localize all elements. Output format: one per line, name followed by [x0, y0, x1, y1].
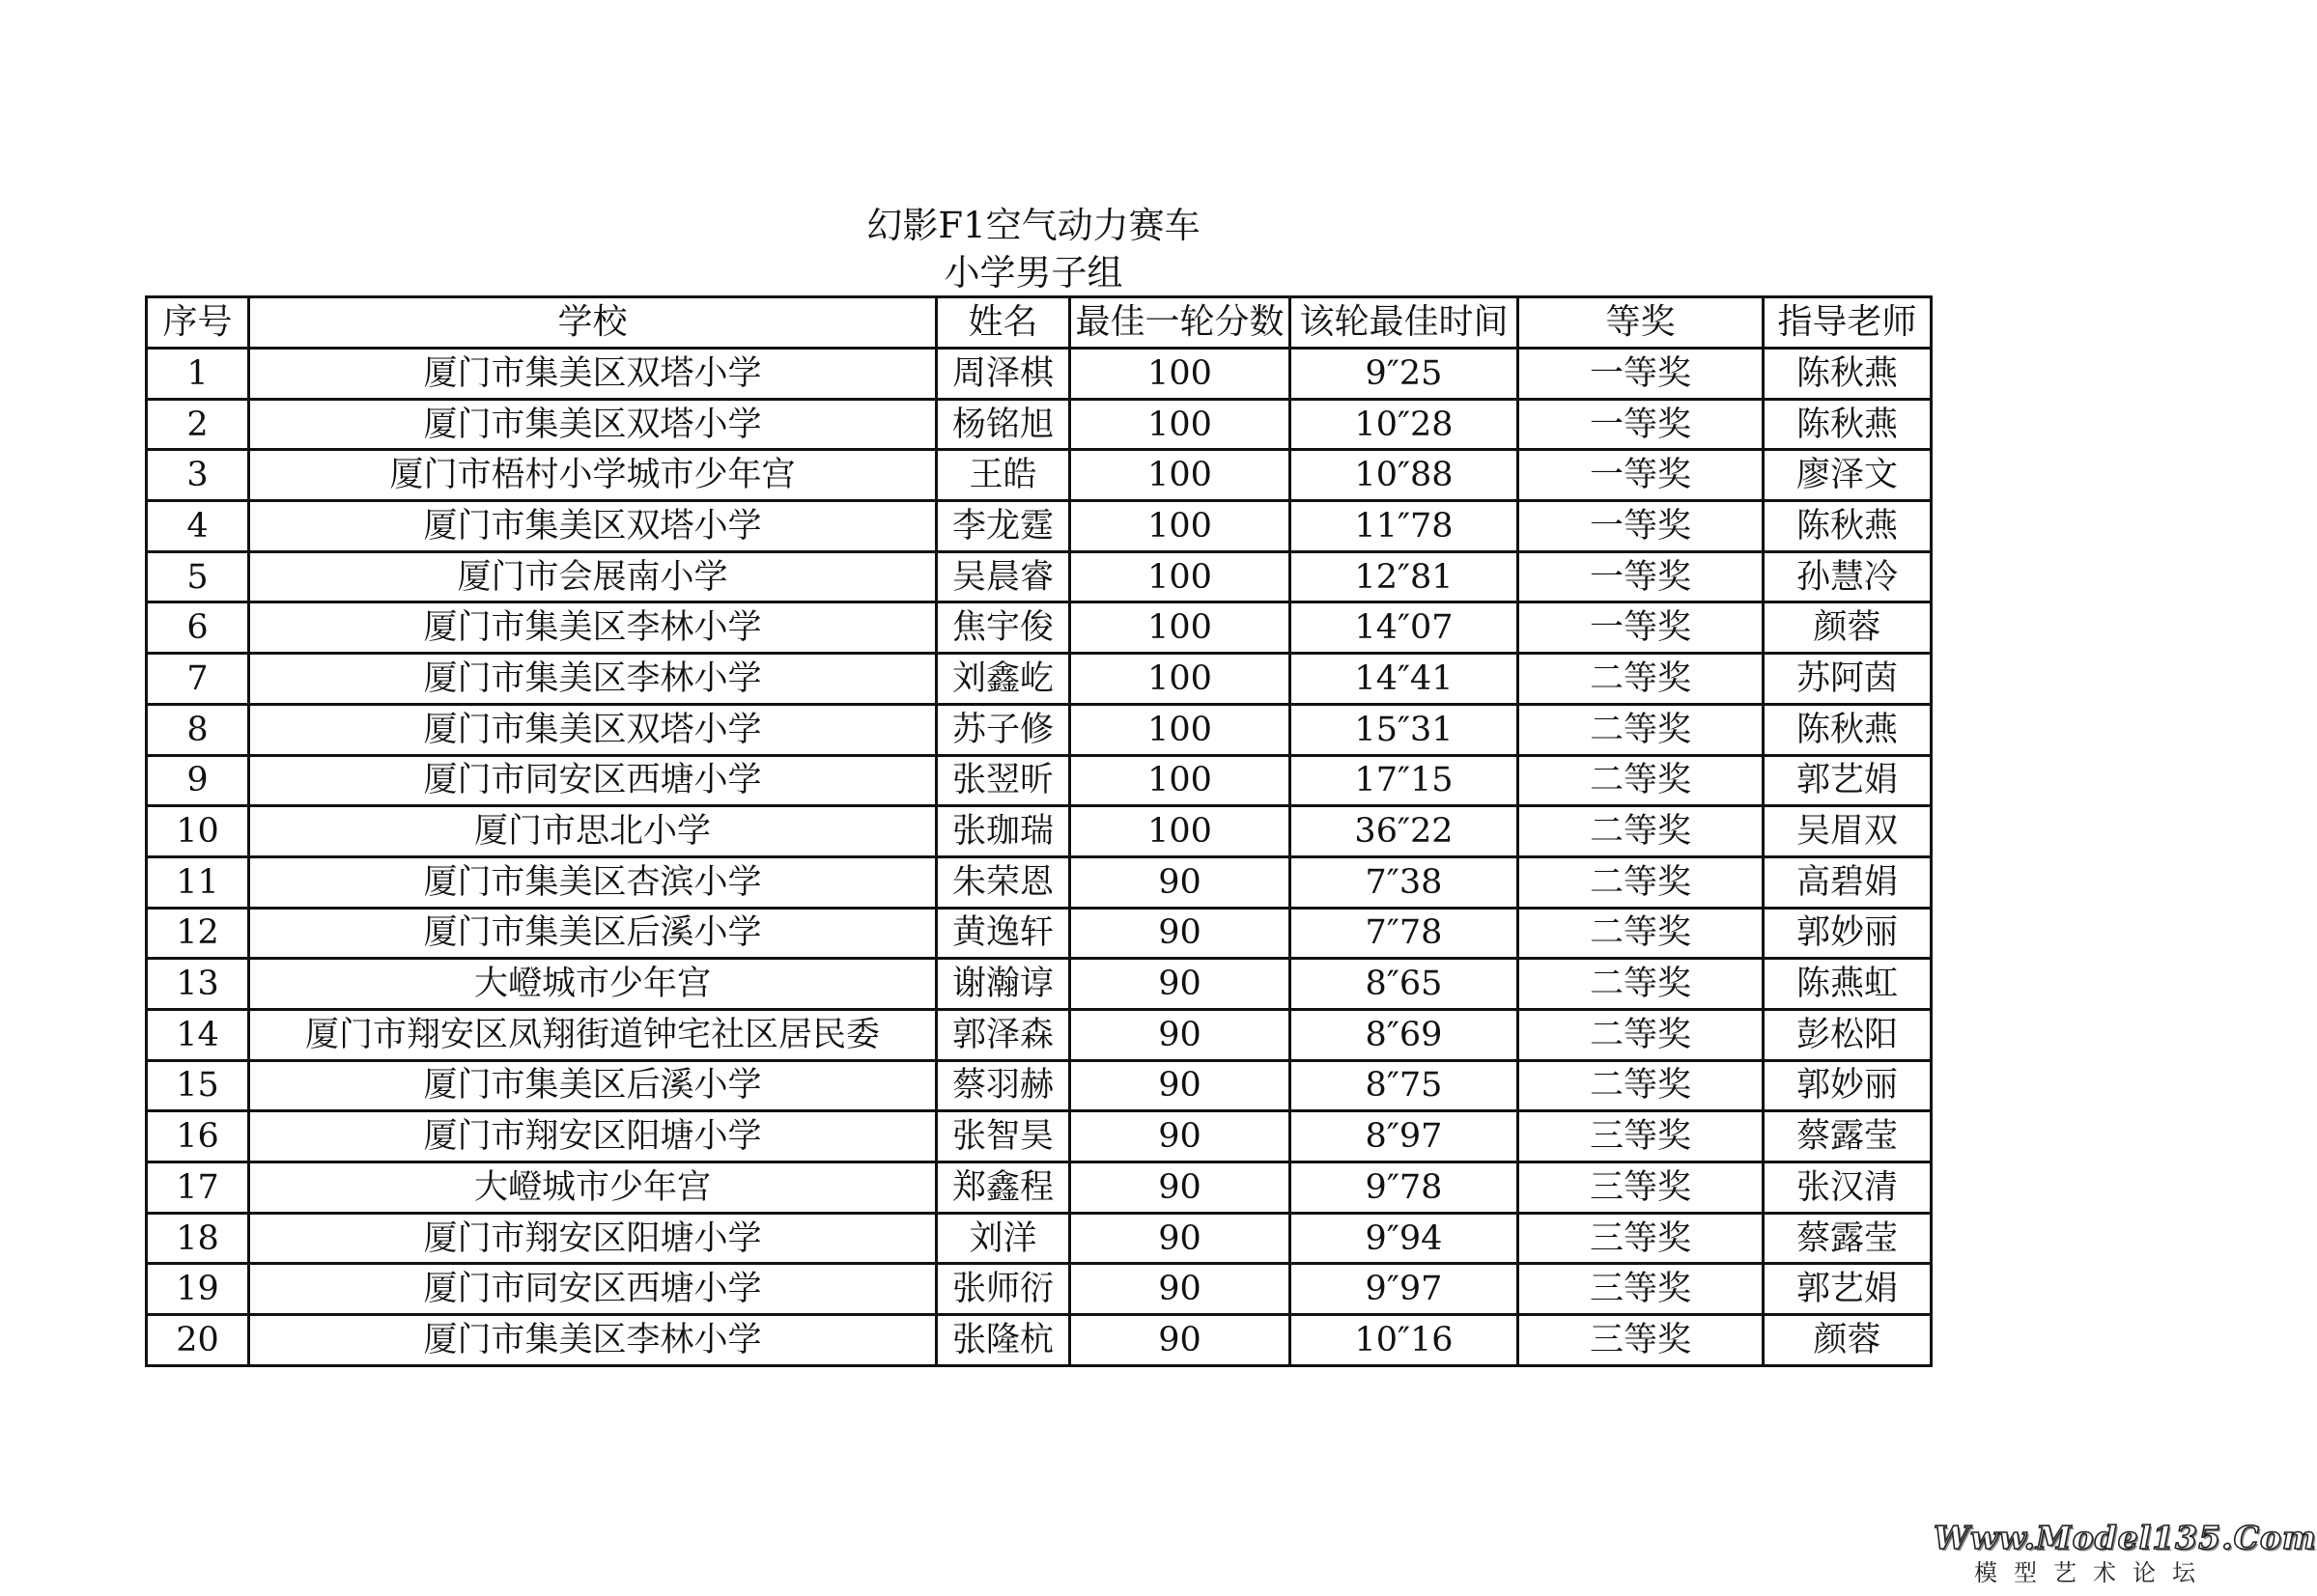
cell-best-score: 100 — [1070, 501, 1290, 552]
table-row — [147, 1264, 1932, 1315]
table-row — [147, 959, 1932, 1010]
table-row — [147, 1162, 1932, 1214]
cell-school: 厦门市会展南小学 — [249, 551, 937, 602]
cell-name: 王皓 — [937, 450, 1070, 501]
cell-award: 二等奖 — [1518, 806, 1764, 857]
cell-index: 19 — [147, 1264, 249, 1315]
cell-name: 张珈瑞 — [937, 806, 1070, 857]
cell-award: 一等奖 — [1518, 501, 1764, 552]
cell-best-score: 90 — [1070, 959, 1290, 1010]
results-table — [145, 295, 1933, 1367]
cell-index: 4 — [147, 501, 249, 552]
cell-best-score: 90 — [1070, 1009, 1290, 1060]
cell-name: 苏子修 — [937, 704, 1070, 755]
cell-award: 三等奖 — [1518, 1111, 1764, 1162]
cell-award: 一等奖 — [1518, 450, 1764, 501]
cell-coach: 郭妙丽 — [1764, 1060, 1932, 1111]
cell-best-score: 90 — [1070, 1162, 1290, 1214]
cell-best-time: 17″15 — [1290, 755, 1518, 806]
cell-school: 厦门市集美区李林小学 — [249, 654, 937, 705]
cell-name: 张翌昕 — [937, 755, 1070, 806]
cell-award: 三等奖 — [1518, 1213, 1764, 1264]
cell-best-score: 100 — [1070, 450, 1290, 501]
cell-best-score: 90 — [1070, 1315, 1290, 1366]
cell-best-time: 14″41 — [1290, 654, 1518, 705]
header-row — [147, 297, 1932, 349]
table-row — [147, 1315, 1932, 1366]
cell-school: 厦门市翔安区阳塘小学 — [249, 1213, 937, 1264]
cell-index: 8 — [147, 704, 249, 755]
cell-best-score: 100 — [1070, 602, 1290, 654]
cell-best-score: 100 — [1070, 755, 1290, 806]
cell-school: 厦门市梧村小学城市少年宫 — [249, 450, 937, 501]
cell-best-time: 9″97 — [1290, 1264, 1518, 1315]
cell-coach: 陈秋燕 — [1764, 349, 1932, 400]
cell-award: 三等奖 — [1518, 1264, 1764, 1315]
cell-award: 三等奖 — [1518, 1315, 1764, 1366]
cell-award: 一等奖 — [1518, 349, 1764, 400]
cell-award: 二等奖 — [1518, 959, 1764, 1010]
cell-award: 二等奖 — [1518, 856, 1764, 908]
cell-school: 厦门市集美区双塔小学 — [249, 501, 937, 552]
cell-coach: 高碧娟 — [1764, 856, 1932, 908]
table-row — [147, 654, 1932, 705]
cell-best-time: 9″78 — [1290, 1162, 1518, 1214]
cell-award: 二等奖 — [1518, 1060, 1764, 1111]
table-row — [147, 602, 1932, 654]
cell-coach: 孙慧冷 — [1764, 551, 1932, 602]
cell-best-time: 10″28 — [1290, 399, 1518, 450]
cell-coach: 郭妙丽 — [1764, 908, 1932, 959]
cell-index: 11 — [147, 856, 249, 908]
cell-best-score: 100 — [1070, 551, 1290, 602]
cell-award: 二等奖 — [1518, 755, 1764, 806]
cell-best-score: 90 — [1070, 908, 1290, 959]
cell-best-time: 8″65 — [1290, 959, 1518, 1010]
table-row — [147, 908, 1932, 959]
cell-school: 厦门市同安区西塘小学 — [249, 1264, 937, 1315]
cell-best-score: 90 — [1070, 1111, 1290, 1162]
cell-school: 厦门市翔安区凤翔街道钟宅社区居民委 — [249, 1009, 937, 1060]
header-best-score: 最佳一轮分数 — [1070, 297, 1290, 349]
document-subtitle: 小学男子组 — [944, 252, 1123, 294]
cell-school: 厦门市集美区双塔小学 — [249, 399, 937, 450]
table-header — [147, 297, 1932, 349]
cell-name: 郑鑫程 — [937, 1162, 1070, 1214]
cell-index: 1 — [147, 349, 249, 400]
cell-name: 李龙霆 — [937, 501, 1070, 552]
cell-name: 刘洋 — [937, 1213, 1070, 1264]
cell-name: 谢瀚谆 — [937, 959, 1070, 1010]
header-index: 序号 — [147, 297, 249, 349]
cell-school: 厦门市翔安区阳塘小学 — [249, 1111, 937, 1162]
cell-coach: 陈秋燕 — [1764, 399, 1932, 450]
cell-best-time: 8″97 — [1290, 1111, 1518, 1162]
table-body — [147, 349, 1932, 1366]
cell-name: 杨铭旭 — [937, 399, 1070, 450]
document-title: 幻影F1空气动力赛车 — [866, 205, 1201, 246]
cell-best-score: 90 — [1070, 1264, 1290, 1315]
cell-award: 一等奖 — [1518, 399, 1764, 450]
cell-coach: 陈秋燕 — [1764, 501, 1932, 552]
cell-best-score: 100 — [1070, 806, 1290, 857]
cell-best-time: 15″31 — [1290, 704, 1518, 755]
table-row — [147, 450, 1932, 501]
cell-school: 大嶝城市少年宫 — [249, 1162, 937, 1214]
cell-name: 焦宇俊 — [937, 602, 1070, 654]
cell-name: 张师衍 — [937, 1264, 1070, 1315]
cell-coach: 颜蓉 — [1764, 602, 1932, 654]
table-row — [147, 501, 1932, 552]
cell-coach: 郭艺娟 — [1764, 755, 1932, 806]
cell-school: 厦门市集美区双塔小学 — [249, 704, 937, 755]
cell-index: 17 — [147, 1162, 249, 1214]
table-row — [147, 1009, 1932, 1060]
cell-index: 15 — [147, 1060, 249, 1111]
watermark — [1934, 1519, 2317, 1587]
cell-school: 厦门市集美区双塔小学 — [249, 349, 937, 400]
cell-index: 3 — [147, 450, 249, 501]
cell-index: 10 — [147, 806, 249, 857]
cell-name: 黄逸轩 — [937, 908, 1070, 959]
cell-best-score: 90 — [1070, 1213, 1290, 1264]
cell-school: 厦门市思北小学 — [249, 806, 937, 857]
cell-best-score: 100 — [1070, 399, 1290, 450]
cell-coach: 郭艺娟 — [1764, 1264, 1932, 1315]
table-row — [147, 1111, 1932, 1162]
cell-best-time: 7″38 — [1290, 856, 1518, 908]
cell-best-time: 14″07 — [1290, 602, 1518, 654]
cell-school: 厦门市集美区后溪小学 — [249, 908, 937, 959]
cell-best-score: 100 — [1070, 704, 1290, 755]
header-best-time: 该轮最佳时间 — [1290, 297, 1518, 349]
cell-best-time: 8″69 — [1290, 1009, 1518, 1060]
table-row — [147, 349, 1932, 400]
cell-best-score: 90 — [1070, 856, 1290, 908]
cell-school: 厦门市集美区杏滨小学 — [249, 856, 937, 908]
table-row — [147, 551, 1932, 602]
cell-coach: 陈秋燕 — [1764, 704, 1932, 755]
table-row — [147, 856, 1932, 908]
cell-index: 7 — [147, 654, 249, 705]
watermark-forum: 模型艺术论坛 — [1974, 1559, 2212, 1586]
cell-award: 二等奖 — [1518, 1009, 1764, 1060]
cell-best-time: 9″25 — [1290, 349, 1518, 400]
header-school: 学校 — [249, 297, 937, 349]
table-row — [147, 704, 1932, 755]
cell-school: 大嶝城市少年宫 — [249, 959, 937, 1010]
cell-coach: 廖泽文 — [1764, 450, 1932, 501]
cell-award: 三等奖 — [1518, 1162, 1764, 1214]
cell-name: 朱荣恩 — [937, 856, 1070, 908]
cell-best-time: 11″78 — [1290, 501, 1518, 552]
cell-best-time: 9″94 — [1290, 1213, 1518, 1264]
cell-index: 5 — [147, 551, 249, 602]
cell-index: 13 — [147, 959, 249, 1010]
cell-best-time: 7″78 — [1290, 908, 1518, 959]
cell-index: 6 — [147, 602, 249, 654]
cell-best-score: 90 — [1070, 1060, 1290, 1111]
cell-coach: 颜蓉 — [1764, 1315, 1932, 1366]
cell-index: 14 — [147, 1009, 249, 1060]
cell-index: 9 — [147, 755, 249, 806]
cell-index: 18 — [147, 1213, 249, 1264]
cell-coach: 彭松阳 — [1764, 1009, 1932, 1060]
cell-name: 郭泽森 — [937, 1009, 1070, 1060]
cell-index: 16 — [147, 1111, 249, 1162]
cell-school: 厦门市集美区李林小学 — [249, 602, 937, 654]
table-row — [147, 806, 1932, 857]
cell-best-time: 36″22 — [1290, 806, 1518, 857]
cell-school: 厦门市同安区西塘小学 — [249, 755, 937, 806]
cell-name: 周泽棋 — [937, 349, 1070, 400]
cell-award: 二等奖 — [1518, 704, 1764, 755]
cell-coach: 吴眉双 — [1764, 806, 1932, 857]
cell-name: 蔡羽赫 — [937, 1060, 1070, 1111]
cell-name: 吴晨睿 — [937, 551, 1070, 602]
header-coach: 指导老师 — [1764, 297, 1932, 349]
cell-best-time: 10″88 — [1290, 450, 1518, 501]
cell-best-time: 12″81 — [1290, 551, 1518, 602]
cell-school: 厦门市集美区李林小学 — [249, 1315, 937, 1366]
cell-best-score: 100 — [1070, 349, 1290, 400]
cell-award: 二等奖 — [1518, 908, 1764, 959]
cell-school: 厦门市集美区后溪小学 — [249, 1060, 937, 1111]
cell-index: 20 — [147, 1315, 249, 1366]
cell-best-time: 10″16 — [1290, 1315, 1518, 1366]
cell-coach: 陈燕虹 — [1764, 959, 1932, 1010]
cell-award: 一等奖 — [1518, 551, 1764, 602]
cell-name: 张隆杭 — [937, 1315, 1070, 1366]
cell-coach: 蔡露莹 — [1764, 1213, 1932, 1264]
cell-index: 12 — [147, 908, 249, 959]
cell-award: 二等奖 — [1518, 654, 1764, 705]
cell-best-time: 8″75 — [1290, 1060, 1518, 1111]
watermark-site: Www.Model135.Com — [1934, 1519, 2317, 1556]
table-row — [147, 399, 1932, 450]
cell-index: 2 — [147, 399, 249, 450]
cell-award: 一等奖 — [1518, 602, 1764, 654]
header-name: 姓名 — [937, 297, 1070, 349]
cell-best-score: 100 — [1070, 654, 1290, 705]
table-row — [147, 755, 1932, 806]
cell-coach: 张汉清 — [1764, 1162, 1932, 1214]
table-row — [147, 1060, 1932, 1111]
cell-name: 刘鑫屹 — [937, 654, 1070, 705]
table-row — [147, 1213, 1932, 1264]
cell-coach: 蔡露莹 — [1764, 1111, 1932, 1162]
cell-coach: 苏阿茵 — [1764, 654, 1932, 705]
header-award: 等奖 — [1518, 297, 1764, 349]
cell-name: 张智昊 — [937, 1111, 1070, 1162]
